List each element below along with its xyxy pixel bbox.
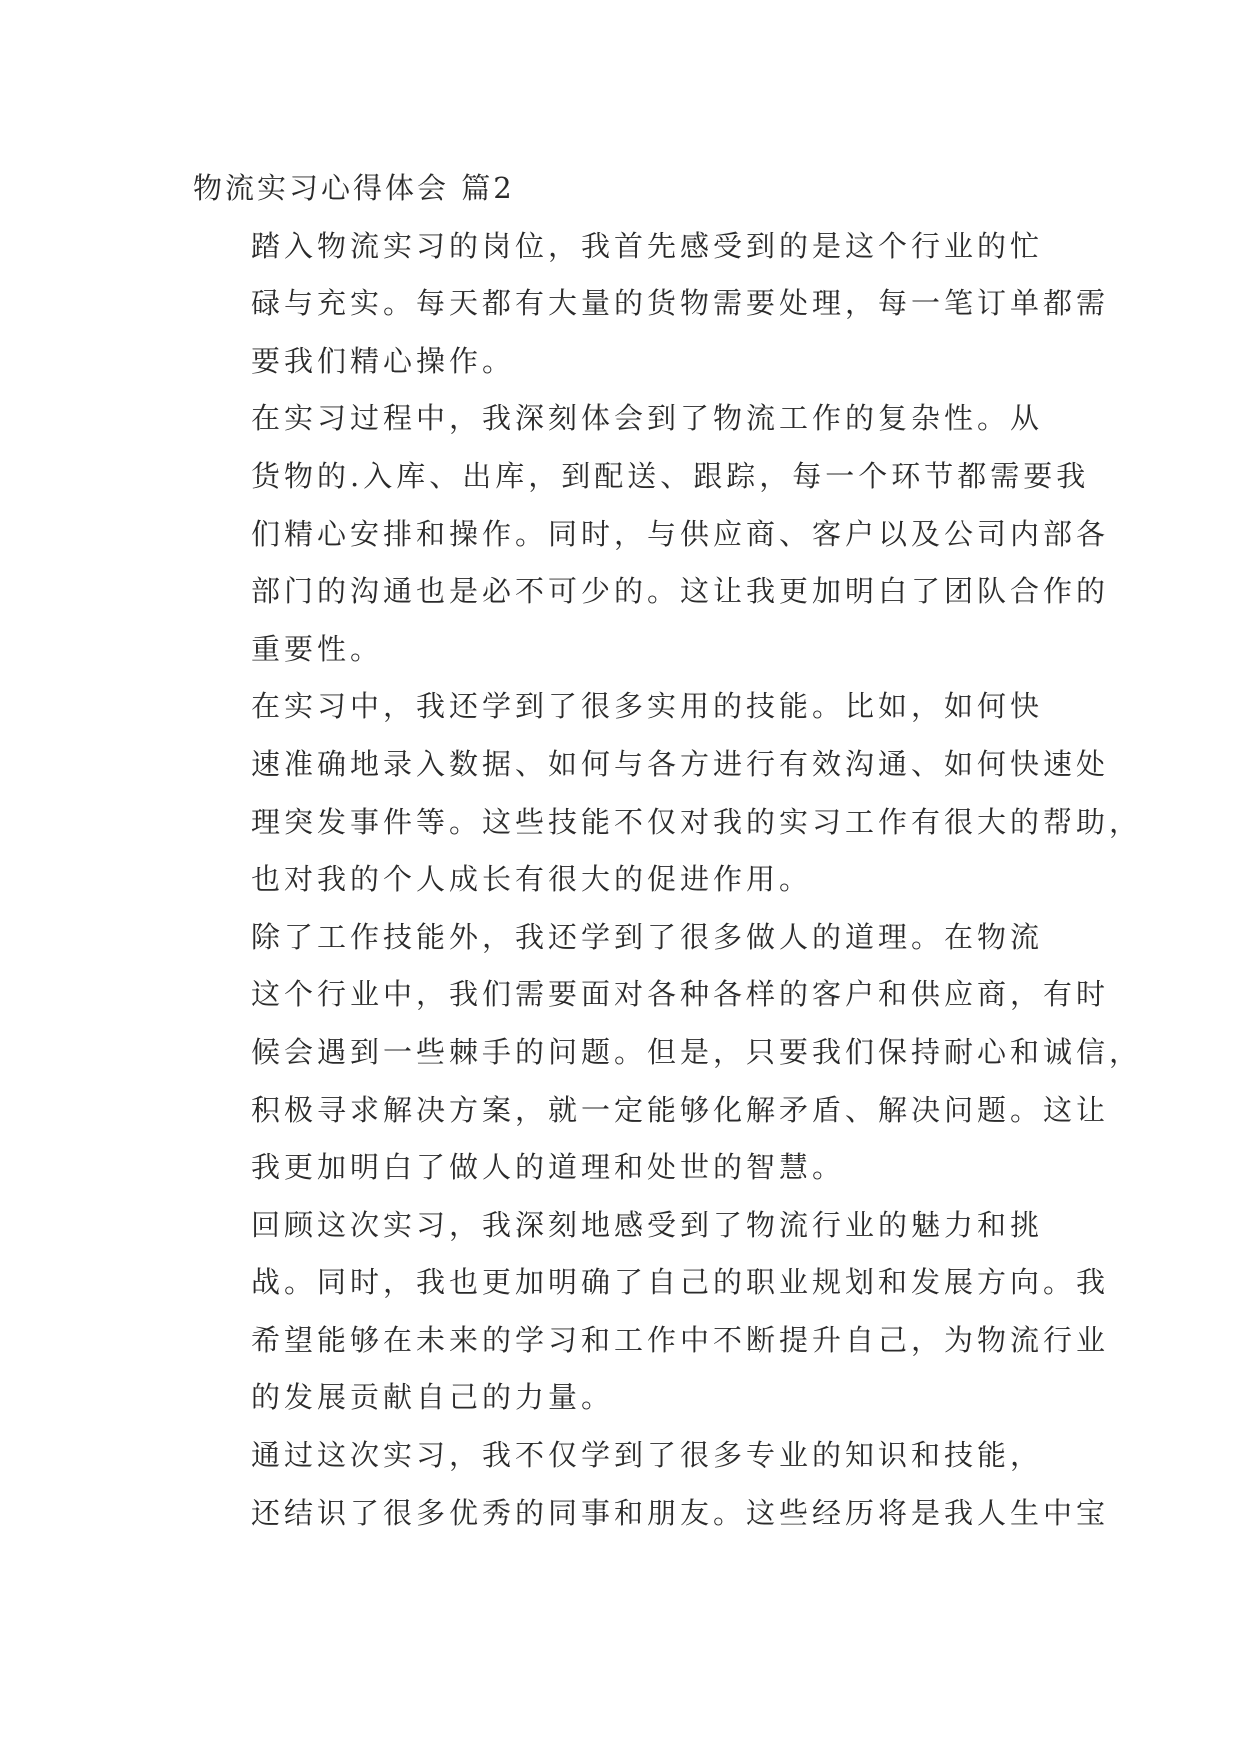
paragraph-line: 要我们精心操作。	[251, 343, 516, 378]
paragraph-line: 部门的沟通也是必不可少的。这让我更加明白了团队合作的	[251, 574, 1110, 609]
paragraph	[193, 678, 1143, 908]
paragraph-line: 的发展贡献自己的力量。	[251, 1380, 615, 1415]
paragraph-line: 战。同时，我也更加明确了自己的职业规划和发展方向。我	[251, 1265, 1110, 1300]
paragraph-line: 候会遇到一些棘手的问题。但是，只要我们保持耐心和诚信，	[251, 1034, 1143, 1069]
paragraph-line: 们精心安排和操作。同时，与供应商、客户以及公司内部各	[251, 516, 1110, 551]
document-body	[193, 160, 1143, 1542]
paragraph-line: 速准确地录入数据、如何与各方进行有效沟通、如何快速处	[251, 746, 1110, 781]
paragraph-line: 重要性。	[251, 631, 384, 666]
paragraph-line: 还结识了很多优秀的同事和朋友。这些经历将是我人生中宝	[251, 1495, 1110, 1530]
paragraph-line: 回顾这次实习，我深刻地感受到了物流行业的魅力和挑	[251, 1207, 1044, 1242]
paragraph-line: 货物的.入库、出库，到配送、跟踪，每一个环节都需要我	[251, 458, 1090, 493]
paragraph-line: 碌与充实。每天都有大量的货物需要处理，每一笔订单都需	[251, 286, 1110, 321]
paragraph-line: 理突发事件等。这些技能不仅对我的实习工作有很大的帮助，	[251, 804, 1143, 839]
paragraph-line: 我更加明白了做人的道理和处世的智慧。	[251, 1150, 846, 1185]
paragraph-line: 通过这次实习，我不仅学到了很多专业的知识和技能，	[251, 1438, 1044, 1473]
paragraph	[193, 1427, 1110, 1542]
paragraph	[193, 390, 1110, 678]
paragraph-line: 除了工作技能外，我还学到了很多做人的道理。在物流	[251, 919, 1044, 954]
paragraph-line: 在实习中，我还学到了很多实用的技能。比如，如何快	[251, 689, 1044, 724]
paragraph-line: 在实习过程中，我深刻体会到了物流工作的复杂性。从	[251, 401, 1044, 436]
paragraph	[193, 218, 1110, 391]
paragraph	[193, 1197, 1110, 1427]
paragraph-line: 也对我的个人成长有很大的促进作用。	[251, 862, 813, 897]
paragraph-line: 积极寻求解决方案，就一定能够化解矛盾、解决问题。这让	[251, 1092, 1110, 1127]
document-title: 物流实习心得体会 篇2	[193, 171, 515, 205]
paragraph-line: 踏入物流实习的岗位，我首先感受到的是这个行业的忙	[251, 228, 1044, 263]
paragraph-line: 希望能够在未来的学习和工作中不断提升自己，为物流行业	[251, 1322, 1110, 1357]
paragraph-line: 这个行业中，我们需要面对各种各样的客户和供应商，有时	[251, 977, 1110, 1012]
paragraph	[193, 909, 1143, 1197]
